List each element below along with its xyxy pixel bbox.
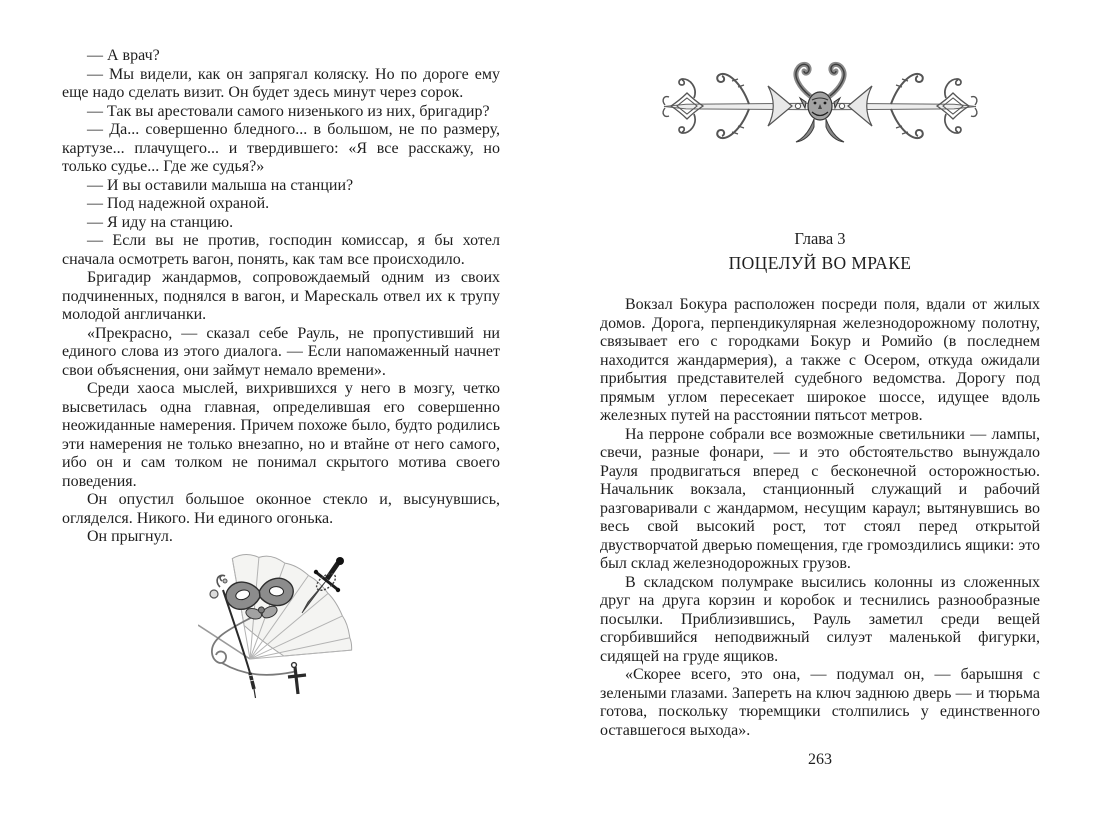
paragraph: — А врач? — [87, 47, 160, 64]
paragraph: Бригадир жандармов, сопровождаемый одним из своих подчиненных, поднялся в вагон, и Марескаль отвел их к трупу молодой англичанки. — [62, 269, 500, 323]
paragraph: — Под надежной охраной. — [87, 195, 270, 212]
paragraph: Он опустил большое оконное стекло и, высунувшись, огляделся. Никого. Ни единого огонька. — [62, 491, 500, 527]
paragraph: — Мы видели, как он запрягал коляску. Но по дороге ему еще надо сделать визит. Он будет здесь минут через сорок. — [62, 65, 500, 101]
chapter-title: ПОЦЕЛУЙ ВО МРАКЕ — [728, 253, 912, 273]
devil-mask-icon — [796, 64, 844, 142]
paragraph: «Скорее всего, это она, — подумал он, — барышня с зелеными глазами. Запереть на ключ заднюю дверь — и тюрьма готова, поскольку тюремщики столпились у единственного оставшегося выхода». — [600, 666, 1040, 739]
left-page — [62, 0, 500, 825]
carnival-mask-fan-dagger-cross-illustration-icon — [198, 547, 358, 702]
devil-mask-flourish-ornament-icon — [658, 60, 982, 153]
paragraph: Вокзал Бокура расположен посреди поля, вдали от жилых домов. Дорога, перпендикулярная железнодорожному полотну, связывает его с городками Бокур и Ромийо (в последнем находится жандармерия), а также с Осером, откуда ожидали прибытия представителей судебного ведомства. Дорогу под прямым углом пересекает широкое шоссе, идущее вдоль железных путей на расстоянии пятьсот метров. — [600, 296, 1040, 424]
page-number: 263 — [808, 751, 832, 768]
paragraph: — Так вы арестовали самого низенького из них, бригадир? — [87, 102, 490, 120]
paragraph: На перроне собрали все возможные светильники — лампы, свечи, разные фонари, — и это обстоятельство вынуждало Рауля продвигаться вперед с бесконечной осторожностью. Начальник вокзала, станционный служащий и рабочий разговаривали с жандармом, несущим караул; вытянувшись во весь свой высокий рост, тот стоял перед открытой двустворчатой дверью помещения, где громоздились ящики: это был склад железнодорожных грузов. — [600, 425, 1040, 572]
paragraph: Среди хаоса мыслей, вихрившихся у него в мозгу, четко высветилась одна главная, определившая его совершенно неожиданные намерения. Причем похоже было, будто родились эти намерения не только внезапно, но и втайне от него самого, ибо он и сам толком не понимал скрытого мотива своего поведения. — [62, 380, 500, 490]
right-page — [600, 0, 1040, 825]
cross-pendant-icon — [288, 663, 306, 694]
right-page-body — [600, 296, 1040, 740]
paragraph: — Если вы не против, господин комиссар, я бы хотел сначала осмотреть вагон, понять, как там все происходило. — [62, 232, 500, 268]
paragraph: — Я иду на станцию. — [87, 213, 234, 231]
paragraph: — Да... совершенно бледного... в большом, не по размеру, картузе... плачущего... и твердившего: «Я все расскажу, но только судье... Где же судья?» — [62, 121, 500, 175]
paragraph: Он прыгнул. — [87, 528, 173, 545]
paragraph: В складском полумраке высились колонны из сложенных друг на друга корзин и коробок и теснились разнообразные посылки. Приблизившись, Рауль заметил среди вещей сгорбившийся неподвижный силуэт маленькой фигурки, сидящей на груде ящиков. — [600, 573, 1040, 665]
paragraph: — И вы оставили малыша на станции? — [87, 176, 354, 194]
paragraph: «Прекрасно, — сказал себе Рауль, не пропустивший ни единого слова из этого диалога. — Если напомаженный начнет свои объяснения, они займут немало времени». — [62, 324, 500, 379]
left-page-body — [62, 47, 500, 547]
chapter-label: Глава 3 — [794, 229, 846, 248]
